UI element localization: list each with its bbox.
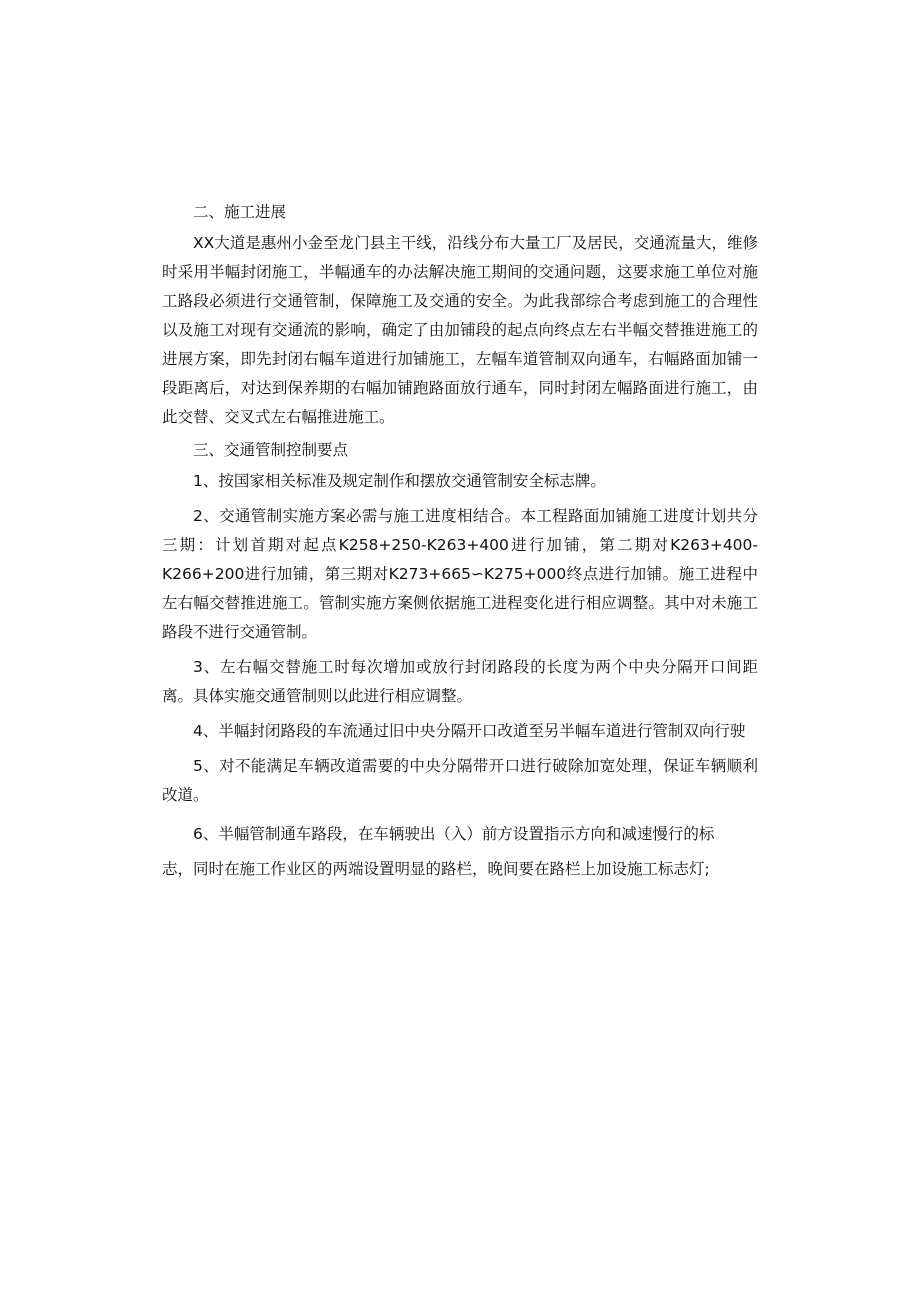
- list-item: 3、左右幅交替施工时每次增加或放行封闭路段的长度为两个中央分隔开口间距离。具体实施交通管制则以此进行相应调整。: [162, 658, 758, 705]
- list-item: 4、半幅封闭路段的车流通过旧中央分隔开口改道至另半幅车道进行管制双向行驶: [193, 722, 746, 740]
- section-heading-traffic-control: 三、交通管制控制要点: [193, 441, 349, 459]
- list-item: 1、按国家相关标准及规定制作和摆放交通管制安全标志牌。: [193, 472, 606, 490]
- list-item-continuation: 志，同时在施工作业区的两端设置明显的路栏，晚间要在路栏上加设施工标志灯;: [162, 860, 710, 878]
- list-item: 2、交通管制实施方案必需与施工进度相结合。本工程路面加铺施工进度计划共分三期：计划首期对起点K258+250-K263+400进行加铺，第二期对K263+400-K266+200进行加铺，第三期对K273+665∽K275+000终点进行加铺。施工进程中左右幅交替推进施工。管制实施方案侧依据施工进程变化进行相应调整。其中对未施工路段不进行交通管制。: [162, 507, 758, 641]
- section-paragraph-progress: XX大道是惠州小金至龙门县主干线，沿线分布大量工厂及居民，交通流量大，维修时采用半幅封闭施工，半幅通车的办法解决施工期间的交通问题，这要求施工单位对施工路段必须进行交通管制，保障施工及交通的安全。为此我部综合考虑到施工的合理性以及施工对现有交通流的影响，确定了由加铺段的起点向终点左右半幅交替推进施工的进展方案，即先封闭右幅车道进行加铺施工，左幅车道管制双向通车，右幅路面加铺一段距离后，对达到保养期的右幅加铺跑路面放行通车，同时封闭左幅路面进行施工，由此交替、交叉式左右幅推进施工。: [162, 234, 758, 426]
- list-item: 5、对不能满足车辆改道需要的中央分隔带开口进行破除加宽处理，保证车辆顺利改道。: [162, 757, 758, 804]
- document-body: [162, 198, 758, 884]
- section-heading-progress: 二、施工进展: [193, 203, 287, 221]
- list-item: 6、半幅管制通车路段，在车辆驶出（入）前方设置指示方向和减速慢行的标: [193, 825, 715, 843]
